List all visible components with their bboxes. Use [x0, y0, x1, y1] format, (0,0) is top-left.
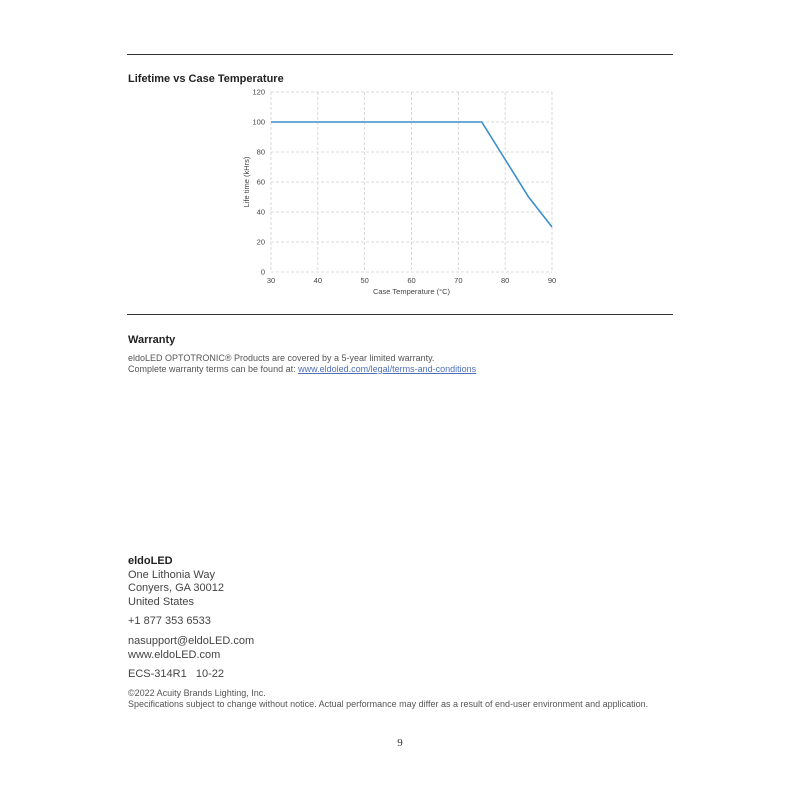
warranty-terms-link[interactable]: www.eldoled.com/legal/terms-and-conditions: [298, 364, 477, 374]
chart-grid: [271, 92, 552, 272]
y-tick-label: 60: [256, 177, 265, 187]
footer-copyright: ©2022 Acuity Brands Lighting, Inc.: [128, 688, 266, 698]
chart-section-title: Lifetime vs Case Temperature: [128, 73, 284, 85]
x-tick-label: 60: [407, 276, 416, 285]
footer-disclaimer: Specifications subject to change without notice. Actual performance may differ as a result of end-user environment and application.: [128, 699, 649, 709]
document-code: ECS-314R1 10-22: [128, 668, 224, 680]
x-tick-labels: [267, 276, 556, 285]
y-tick-label: 40: [256, 207, 265, 217]
y-tick-label: 20: [256, 237, 265, 247]
warranty-line2: [128, 364, 476, 375]
y-axis-label: Life time (kHrs): [242, 156, 251, 208]
warranty-text: [128, 353, 476, 375]
lifetime-chart: [236, 84, 566, 300]
top-rule: [127, 54, 673, 55]
address-country: United States: [128, 595, 195, 608]
y-tick-labels: [252, 88, 265, 277]
x-tick-label: 90: [547, 276, 557, 285]
address-line1: One Lithonia Way: [128, 568, 216, 581]
address-line2: Conyers, GA 30012: [128, 582, 225, 594]
x-axis-label: Case Temperature (°C): [372, 287, 451, 296]
x-tick-label: 70: [454, 276, 463, 285]
warranty-title: Warranty: [128, 334, 176, 346]
company-name: eldoLED: [128, 555, 173, 567]
x-tick-label: 40: [313, 276, 323, 285]
contact-email[interactable]: nasupport@eldoLED.com: [128, 635, 255, 647]
y-tick-label: 0: [260, 267, 265, 277]
y-tick-label: 100: [252, 117, 265, 127]
warranty-line2-prefix: Complete warranty terms can be found at:: [128, 364, 299, 374]
contact-address: [128, 555, 224, 609]
mid-rule: [127, 314, 673, 315]
contact-online: [128, 635, 254, 662]
contact-phone: +1 877 353 6533: [128, 615, 211, 627]
y-tick-label: 120: [252, 87, 265, 97]
y-tick-label: 80: [256, 147, 265, 157]
warranty-line1: eldoLED OPTOTRONIC® Products are covered by a 5-year limited warranty.: [128, 353, 435, 363]
x-tick-label: 80: [500, 276, 510, 285]
page-number: 9: [397, 737, 403, 749]
contact-web[interactable]: www.eldoLED.com: [128, 648, 221, 661]
x-tick-label: 30: [266, 276, 276, 285]
x-tick-label: 50: [360, 276, 369, 285]
